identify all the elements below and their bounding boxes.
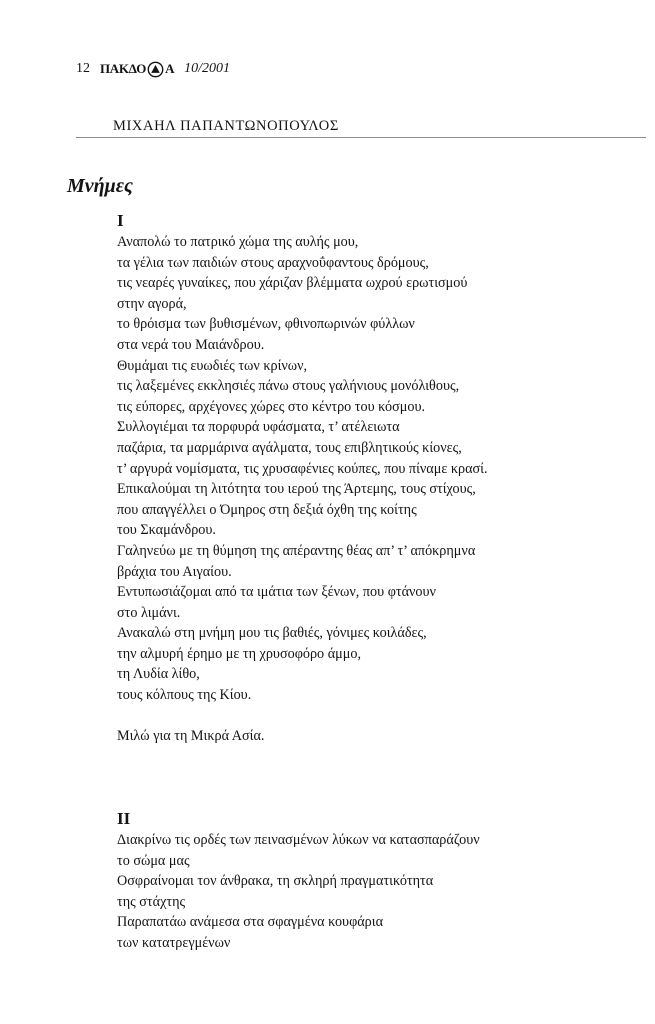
verse-line: το θρόισμα των βυθισμένων, φθινοπωρινών φύλλων — [117, 316, 415, 333]
verse-line: Συλλογιέμαι τα πορφυρά υφάσματα, τ’ ατέλειωτα — [117, 419, 400, 436]
closing-line: Μιλώ για τη Μικρά Ασία. — [117, 728, 265, 745]
verse-line: Εντυπωσιάζομαι από τα ιμάτια των ξένων, που φτάνουν — [117, 584, 436, 601]
verse-line: Αναπολώ το πατρικό χώμα της αυλής μου, — [117, 234, 359, 250]
verse-line: της στάχτης — [117, 893, 186, 910]
verse-line: τους κόλπους της Κίου. — [117, 687, 252, 704]
verse-line: την αλμυρή έρημο με τη χρυσοφόρο άμμο, — [117, 645, 361, 662]
verse-line: τη Λυδία λίθο, — [117, 666, 200, 683]
verse-line: Θυμάμαι τις ευωδιές των κρίνων, — [117, 357, 308, 374]
verse-line: τις λαξεμένες εκκλησιές πάνω στους γαλήνιους μονόλιθους, — [117, 378, 460, 395]
magazine-logo — [100, 60, 174, 78]
verse-line: στην αγορά, — [117, 295, 187, 312]
running-header — [76, 60, 230, 78]
magazine-name-right: Α — [165, 61, 175, 76]
triangle-emblem-icon — [147, 61, 164, 78]
verse-line: στο λιμάνι. — [117, 604, 181, 621]
poem-title: Μνήμες — [67, 175, 133, 197]
section-numeral: I — [117, 211, 124, 230]
page-number: 12 — [76, 61, 90, 76]
author-name: ΜΙΧΑΗΛ ΠΑΠΑΝΤΩΝΟΠΟΥΛΟΣ — [113, 118, 339, 134]
verse-line: Ανακαλώ στη μνήμη μου τις βαθιές, γόνιμες κοιλάδες, — [117, 625, 427, 642]
verse-line: τ’ αργυρά νομίσματα, τις χρυσαφένιες κούπες, που πίναμε κρασί. — [117, 460, 488, 477]
verse-line: του Σκαμάνδρου. — [117, 522, 216, 539]
verse-line: το σώμα μας — [117, 852, 190, 869]
verse-line: βράχια του Αιγαίου. — [117, 563, 232, 580]
verse-line: παζάρια, τα μαρμάρινα αγάλματα, τους επιβλητικούς κίονες, — [117, 439, 462, 456]
verse-line: τις νεαρές γυναίκες, που χάριζαν βλέμματα ωχρού ερωτισμού — [117, 275, 468, 292]
magazine-name-left: ΠΑΚΔΟ — [100, 61, 147, 76]
verse-line: στα νερά του Μαιάνδρου. — [117, 336, 265, 353]
verse-line: που απαγγέλλει ο Όμηρος στη δεξιά όχθη της κοίτης — [117, 501, 417, 518]
section-numeral: II — [117, 809, 131, 828]
poem-section-2 — [117, 809, 627, 954]
verse-line: Επικαλούμαι τη λιτότητα του ιερού της Άρτεμης, τους στίχους, — [117, 481, 476, 498]
issue-date: 10/2001 — [184, 61, 231, 76]
poem-section-1 — [117, 211, 627, 747]
header-divider — [76, 137, 646, 138]
verse-line: τις εύπορες, αρχέγονες χώρες στο κέντρο του κόσμου. — [117, 398, 426, 415]
verse-line: Οσφραίνομαι τον άνθρακα, τη σκληρή πραγματικότητα — [117, 873, 434, 890]
verse-line: Γαληνεύω με τη θύμηση της απέραντης θέας απ’ τ’ απόκρημνα — [117, 542, 476, 559]
verse-line: Διακρίνω τις ορδές των πεινασμένων λύκων να κατασπαράζουν — [117, 832, 480, 848]
verse-line: των κατατρεγμένων — [117, 934, 231, 951]
verse-line: Παραπατάω ανάμεσα στα σφαγμένα κουφάρια — [117, 914, 384, 931]
verse-line: τα γέλια των παιδιών στους αραχνοΰφαντους δρόμους, — [117, 254, 429, 271]
